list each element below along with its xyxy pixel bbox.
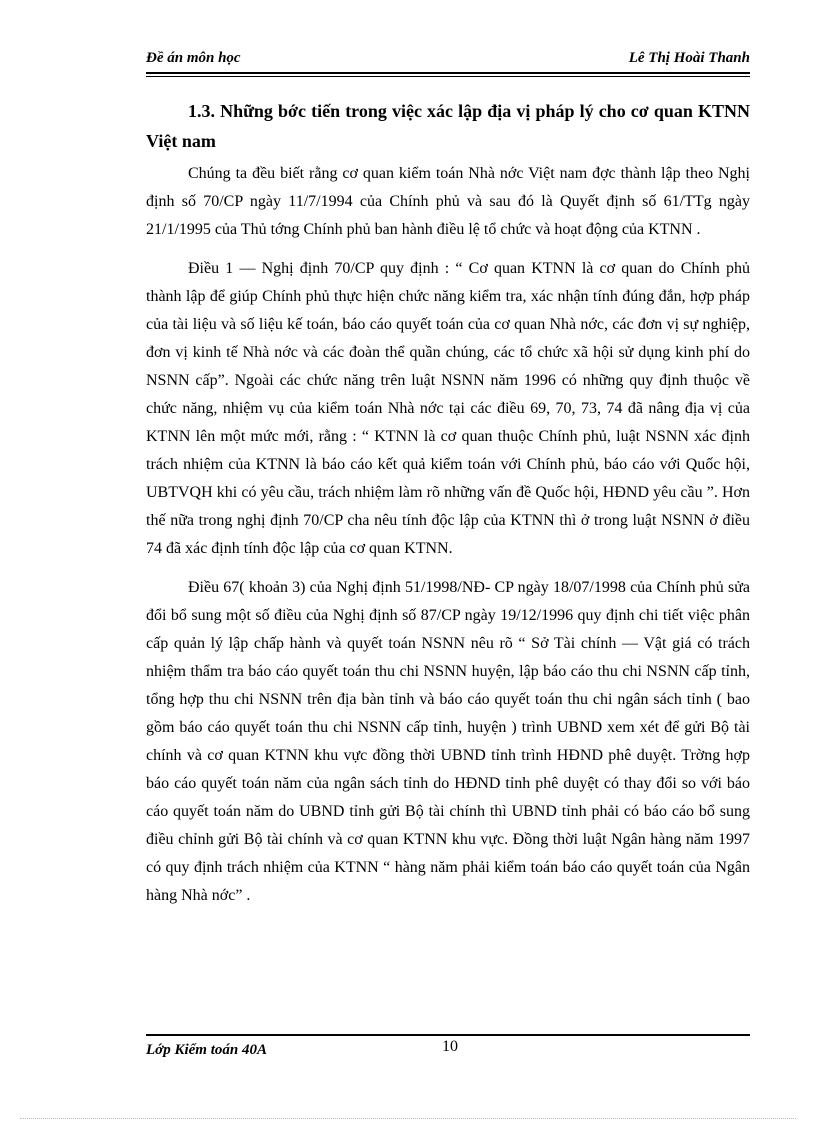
page-bottom-border — [20, 1118, 796, 1119]
section-heading: 1.3. Những bớc tiến trong việc xác lập địa vị pháp lý cho cơ quan KTNN Việt nam — [146, 101, 750, 151]
paragraph-intro: Chúng ta đều biết rằng cơ quan kiểm toán Nhà nớc Việt nam đợc thành lập theo Nghị định số 70/CP ngày 11/7/1994 của Chính phủ và sau đó là Quyết định số 61/TTg ngày 21/1/1995 của Thủ tớng Chính phủ ban hành điều lệ tổ chức và hoạt động của KTNN . — [146, 165, 750, 238]
main-content — [146, 96, 750, 921]
header-course-title: Đề án môn học — [146, 50, 241, 66]
header-rule-thick — [146, 72, 750, 74]
page-header — [146, 46, 750, 76]
header-rule-thin — [146, 76, 750, 77]
page-number: 10 — [442, 1038, 458, 1055]
page-footer — [146, 1034, 750, 1064]
header-author-name: Lê Thị Hoài Thanh — [628, 50, 750, 66]
paragraph-article-1: Điều 1 — Nghị định 70/CP quy định : “ Cơ quan KTNN là cơ quan do Chính phủ thành lập để giúp Chính phủ thực hiện chức năng kiểm tra, xác nhận tính đúng đắn, hợp pháp của tài liệu và số liệu kế toán, báo cáo quyết toán của cơ quan Nhà nớc, các đơn vị sự nghiệp, đơn vị kinh tế Nhà nớc và các đoàn thể quần chúng, các tổ chức xã hội sử dụng kinh phí do NSNN cấp”. Ngoài các chức năng trên luật NSNN năm 1996 có những quy định thuộc về chức năng, nhiệm vụ của kiểm toán Nhà nớc tại các điều 69, 70, 73, 74 đã nâng địa vị của KTNN lên một mức mới, rằng : “ KTNN là cơ quan thuộc Chính phủ, luật NSNN xác định trách nhiệm của KTNN là báo cáo kết quả kiểm toán với Chính phủ, báo cáo với Quốc hội, UBTVQH khi có yêu cầu, trách nhiệm làm rõ những vấn đề Quốc hội, HĐND yêu cầu ”. Hơn thế nữa trong nghị định 70/CP cha nêu tính độc lập của KTNN thì ở trong luật NSNN ở điều 74 đã xác định tính độc lập của cơ quan KTNN. — [146, 260, 750, 557]
footer-class-name: Lớp Kiểm toán 40A — [146, 1042, 267, 1058]
paragraph-article-67: Điều 67( khoản 3) của Nghị định 51/1998/NĐ- CP ngày 18/07/1998 của Chính phủ sửa đổi bổ sung một số điều của Nghị định số 87/CP ngày 19/12/1996 quy định chi tiết việc phân cấp quản lý lập chấp hành và quyết toán NSNN nêu rõ “ Sở Tài chính — Vật giá có trách nhiệm thẩm tra báo cáo quyết toán thu chi NSNN huyện, lập báo cáo thu chi NSNN cấp tỉnh, tổng hợp thu chi NSNN trên địa bàn tỉnh và báo cáo quyết toán thu chi ngân sách tỉnh ( bao gồm báo cáo quyết toán thu chi NSNN cấp tỉnh, huyện ) trình UBND xem xét để gửi Bộ tài chính và cơ quan KTNN khu vực đồng thời UBND tỉnh trình HĐND phê duyệt. Trờng hợp báo cáo quyết toán năm của ngân sách tỉnh do HĐND tỉnh phê duyệt có thay đổi so với báo cáo quyết toán năm do UBND tỉnh gửi Bộ tài chính thì UBND tỉnh phải có báo cáo bổ sung điều chỉnh gửi Bộ tài chính và cơ quan KTNN khu vực. Đồng thời luật Ngân hàng năm 1997 có quy định trách nhiệm của KTNN “ hàng năm phải kiểm toán báo cáo quyết toán của Ngân hàng Nhà nớc” . — [146, 579, 750, 904]
footer-rule — [146, 1034, 750, 1036]
